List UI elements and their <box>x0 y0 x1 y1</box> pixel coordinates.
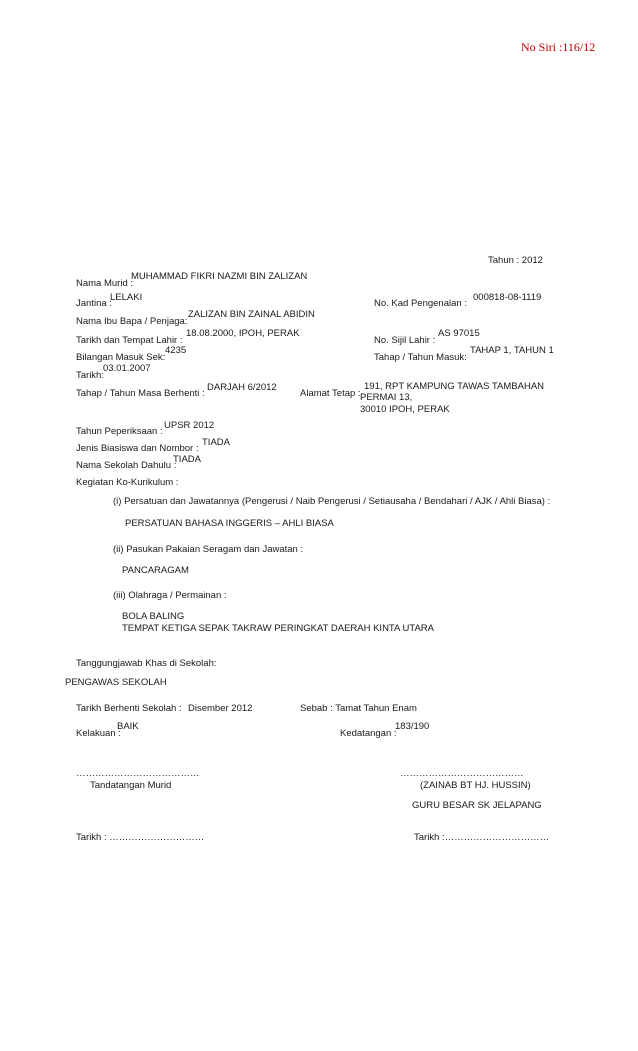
leaving-level-label: Tahap / Tahun Masa Berhenti : <box>76 388 205 399</box>
leaving-date-value: Disember 2012 <box>188 703 253 714</box>
entry-level-value: TAHAP 1, TAHUN 1 <box>470 345 554 356</box>
headmaster-date: Tarikh :…………………………… <box>414 832 550 843</box>
sports-value-2: TEMPAT KETIGA SEPAK TAKRAW PERINGKAT DAERAH KINTA UTARA <box>122 623 434 634</box>
exam-year-label: Tahun Peperiksaan : <box>76 426 163 437</box>
gender-value: LELAKI <box>110 292 143 303</box>
leaving-reason: Sebab : Tamat Tahun Enam <box>300 703 417 714</box>
leaving-level-value: DARJAH 6/2012 <box>207 382 277 393</box>
ic-number-label: No. Kad Pengenalan : <box>374 298 467 309</box>
headmaster-signature-line: ………………………………… <box>400 768 524 779</box>
responsibility-value: PENGAWAS SEKOLAH <box>65 677 167 688</box>
address-label: Alamat Tetap : <box>300 388 361 399</box>
entry-date-label: Tarikh: <box>76 370 104 381</box>
birth-value: 18.08.2000, IPOH, PERAK <box>186 328 300 339</box>
headmaster-name: (ZAINAB BT HJ. HUSSIN) <box>420 780 531 791</box>
guardian-value: ZALIZAN BIN ZAINAL ABIDIN <box>188 309 315 320</box>
address-line-2: PERMAI 13, <box>360 392 413 403</box>
conduct-value: BAIK <box>117 721 139 732</box>
guardian-label: Nama Ibu Bapa / Penjaga: <box>76 316 188 327</box>
leaving-date-label: Tarikh Berhenti Sekolah : <box>76 703 182 714</box>
gender-label: Jantina : <box>76 298 112 309</box>
headmaster-title: GURU BESAR SK JELAPANG <box>412 800 542 811</box>
admission-number-label: Bilangan Masuk Sek: <box>76 352 166 363</box>
student-name-value: MUHAMMAD FIKRI NAZMI BIN ZALIZAN <box>131 271 308 282</box>
sports-label: (iii) Olahraga / Permainan : <box>113 590 227 601</box>
serial-number <box>521 41 595 53</box>
student-signature-label: Tandatangan Murid <box>90 780 172 791</box>
admission-number-value: 4235 <box>165 345 187 356</box>
attendance-label: Kedatangan : <box>340 728 397 739</box>
club-value: PERSATUAN BAHASA INGGERIS – AHLI BIASA <box>125 518 334 529</box>
scholarship-label: Jenis Biasiswa dan Nombor : <box>76 443 199 454</box>
attendance-value: 183/190 <box>395 721 430 732</box>
previous-school-value: TIADA <box>173 454 201 465</box>
scholarship-value: TIADA <box>202 437 230 448</box>
birth-label: Tarikh dan Tempat Lahir : <box>76 335 183 346</box>
ic-number-value: 000818-08-1119 <box>473 292 542 303</box>
address-line-1: 191, RPT KAMPUNG TAWAS TAMBAHAN <box>364 381 545 392</box>
cocurriculum-heading: Kegiatan Ko-Kurikulum : <box>76 477 179 488</box>
serial-number-value: 116/12 <box>562 40 596 54</box>
responsibility-label: Tanggungjawab Khas di Sekolah: <box>76 658 217 669</box>
student-date: Tarikh : ………………………… <box>76 832 205 843</box>
serial-number-label: No Siri : <box>521 40 563 54</box>
student-name-label: Nama Murid : <box>76 278 134 289</box>
uniform-label: (ii) Pasukan Pakaian Seragam dan Jawatan : <box>113 544 304 555</box>
conduct-label: Kelakuan : <box>76 728 121 739</box>
address-line-3: 30010 IPOH, PERAK <box>360 404 450 415</box>
exam-year-value: UPSR 2012 <box>164 420 215 431</box>
entry-date-value: 03.01.2007 <box>103 363 151 374</box>
sports-value-1: BOLA BALING <box>122 611 185 622</box>
uniform-value: PANCARAGAM <box>122 565 189 576</box>
previous-school-label: Nama Sekolah Dahulu : <box>76 460 177 471</box>
club-label: (i) Persatuan dan Jawatannya (Pengerusi / Naib Pengerusi / Setiausaha / Bendahari / AJK / Ahli Biasa) : <box>113 496 551 507</box>
birth-cert-value: AS 97015 <box>438 328 480 339</box>
year-label: Tahun : 2012 <box>488 255 543 266</box>
student-signature-line: ………………………………… <box>76 768 200 779</box>
birth-cert-label: No. Sijil Lahir : <box>374 335 436 346</box>
entry-level-label: Tahap / Tahun Masuk: <box>374 352 467 363</box>
